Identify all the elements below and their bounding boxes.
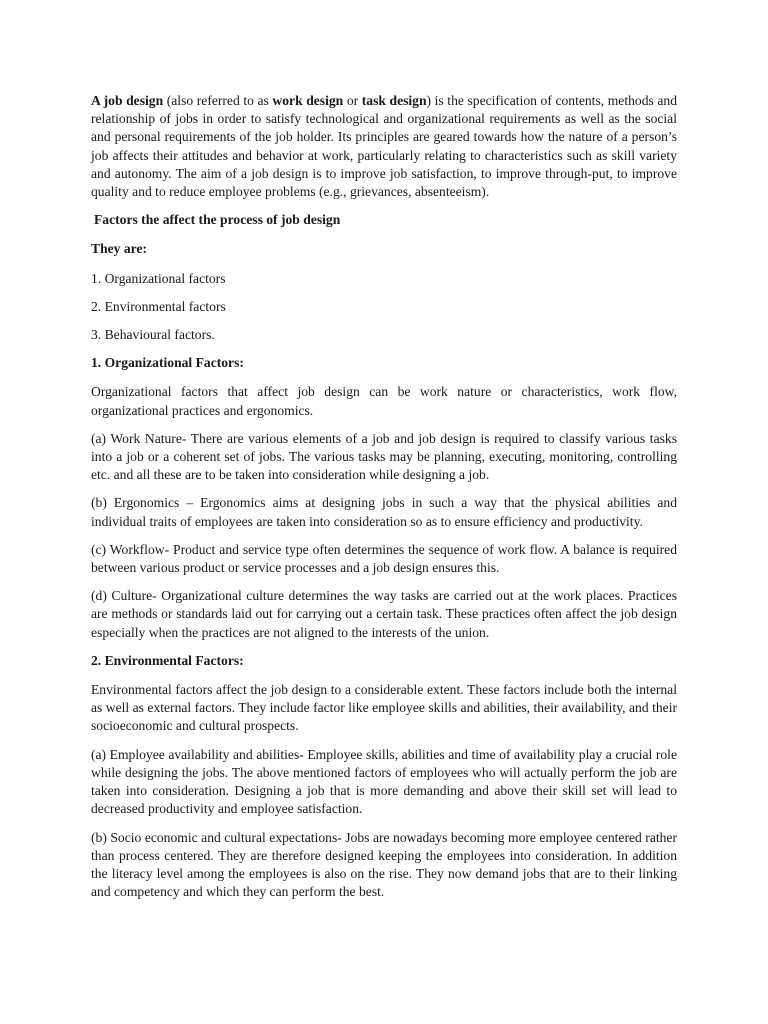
section1-item-work-nature: (a) Work Nature- There are various elements of a job and job design is required to classify various tasks into a job or a coherent set of jobs. The various tasks may be planning, executing, monitoring, controlling etc. and all these are to be taken into consideration while designing a job. bbox=[91, 430, 677, 483]
intro-text-2: or bbox=[343, 93, 362, 108]
section2-item-socio-economic: (b) Socio economic and cultural expectations- Jobs are nowadays becoming more employee centered rather than process centered. They are therefore designed keeping the employees into consideration. In addition the literacy level among the employees is also on the rise. They now demand jobs that are to their linking and competency and which they can perform the best. bbox=[91, 829, 677, 900]
intro-paragraph bbox=[91, 92, 677, 201]
intro-text-3: ) is the specification of contents, methods and relationship of jobs in order to satisfy technological and organizational requirements as well as the social and personal requirements of the job holder. Its principles are geared towards how the nature of a person’s job affects their attitudes and behavior at work, particularly relating to characteristics such as skill variety and autonomy. The aim of a job design is to improve job satisfaction, to improve through-put, to improve quality and to reduce employee problems (e.g., grievances, absenteeism). bbox=[91, 93, 678, 200]
they-are-heading: They are: bbox=[91, 241, 148, 257]
factor-list-item-1: 1. Organizational factors bbox=[91, 270, 226, 286]
section1-heading: 1. Organizational Factors: bbox=[91, 355, 244, 371]
section1-item-ergonomics: (b) Ergonomics – Ergonomics aims at designing jobs in such a way that the physical abilities and individual traits of employees are taken into consideration so as to ensure efficiency and productivity. bbox=[91, 495, 677, 529]
factors-heading: Factors the affect the process of job design bbox=[94, 212, 341, 228]
term-task-design: task design bbox=[361, 93, 427, 108]
section2-item-availability: (a) Employee availability and abilities- Employee skills, abilities and time of availability play a crucial role while designing the jobs. The above mentioned factors of employees who will actually perform the job are taken into consideration. Designing a job that is more demanding and above their skill set will lead to decreased productivity and employee satisfaction. bbox=[91, 746, 677, 817]
factor-list-item-2: 2. Environmental factors bbox=[91, 298, 226, 314]
factor-list-item-3: 3. Behavioural factors. bbox=[91, 327, 215, 343]
term-work-design: work design bbox=[272, 93, 344, 108]
section1-intro: Organizational factors that affect job design can be work nature or characteristics, work flow, organizational practices and ergonomics. bbox=[91, 384, 677, 418]
section1-item-culture: (d) Culture- Organizational culture determines the way tasks are carried out at the work places. Practices are methods or standards laid out for carrying out a certain task. These practices often affect the job design especially when the practices are not aligned to the interests of the union. bbox=[91, 588, 677, 640]
section2-heading: 2. Environmental Factors: bbox=[91, 652, 244, 668]
section2-intro: Environmental factors affect the job design to a considerable extent. These factors include both the internal as well as external factors. They include factor like employee skills and abilities, their availability, and their socioeconomic and cultural prospects. bbox=[91, 682, 677, 734]
term-job-design: A job design bbox=[91, 93, 164, 108]
document-page bbox=[91, 92, 677, 911]
section1-item-workflow: (c) Workflow- Product and service type often determines the sequence of work flow. A balance is required between various product or service processes and a job design ensures this. bbox=[91, 541, 677, 576]
intro-text-1: (also referred to as bbox=[163, 93, 273, 108]
